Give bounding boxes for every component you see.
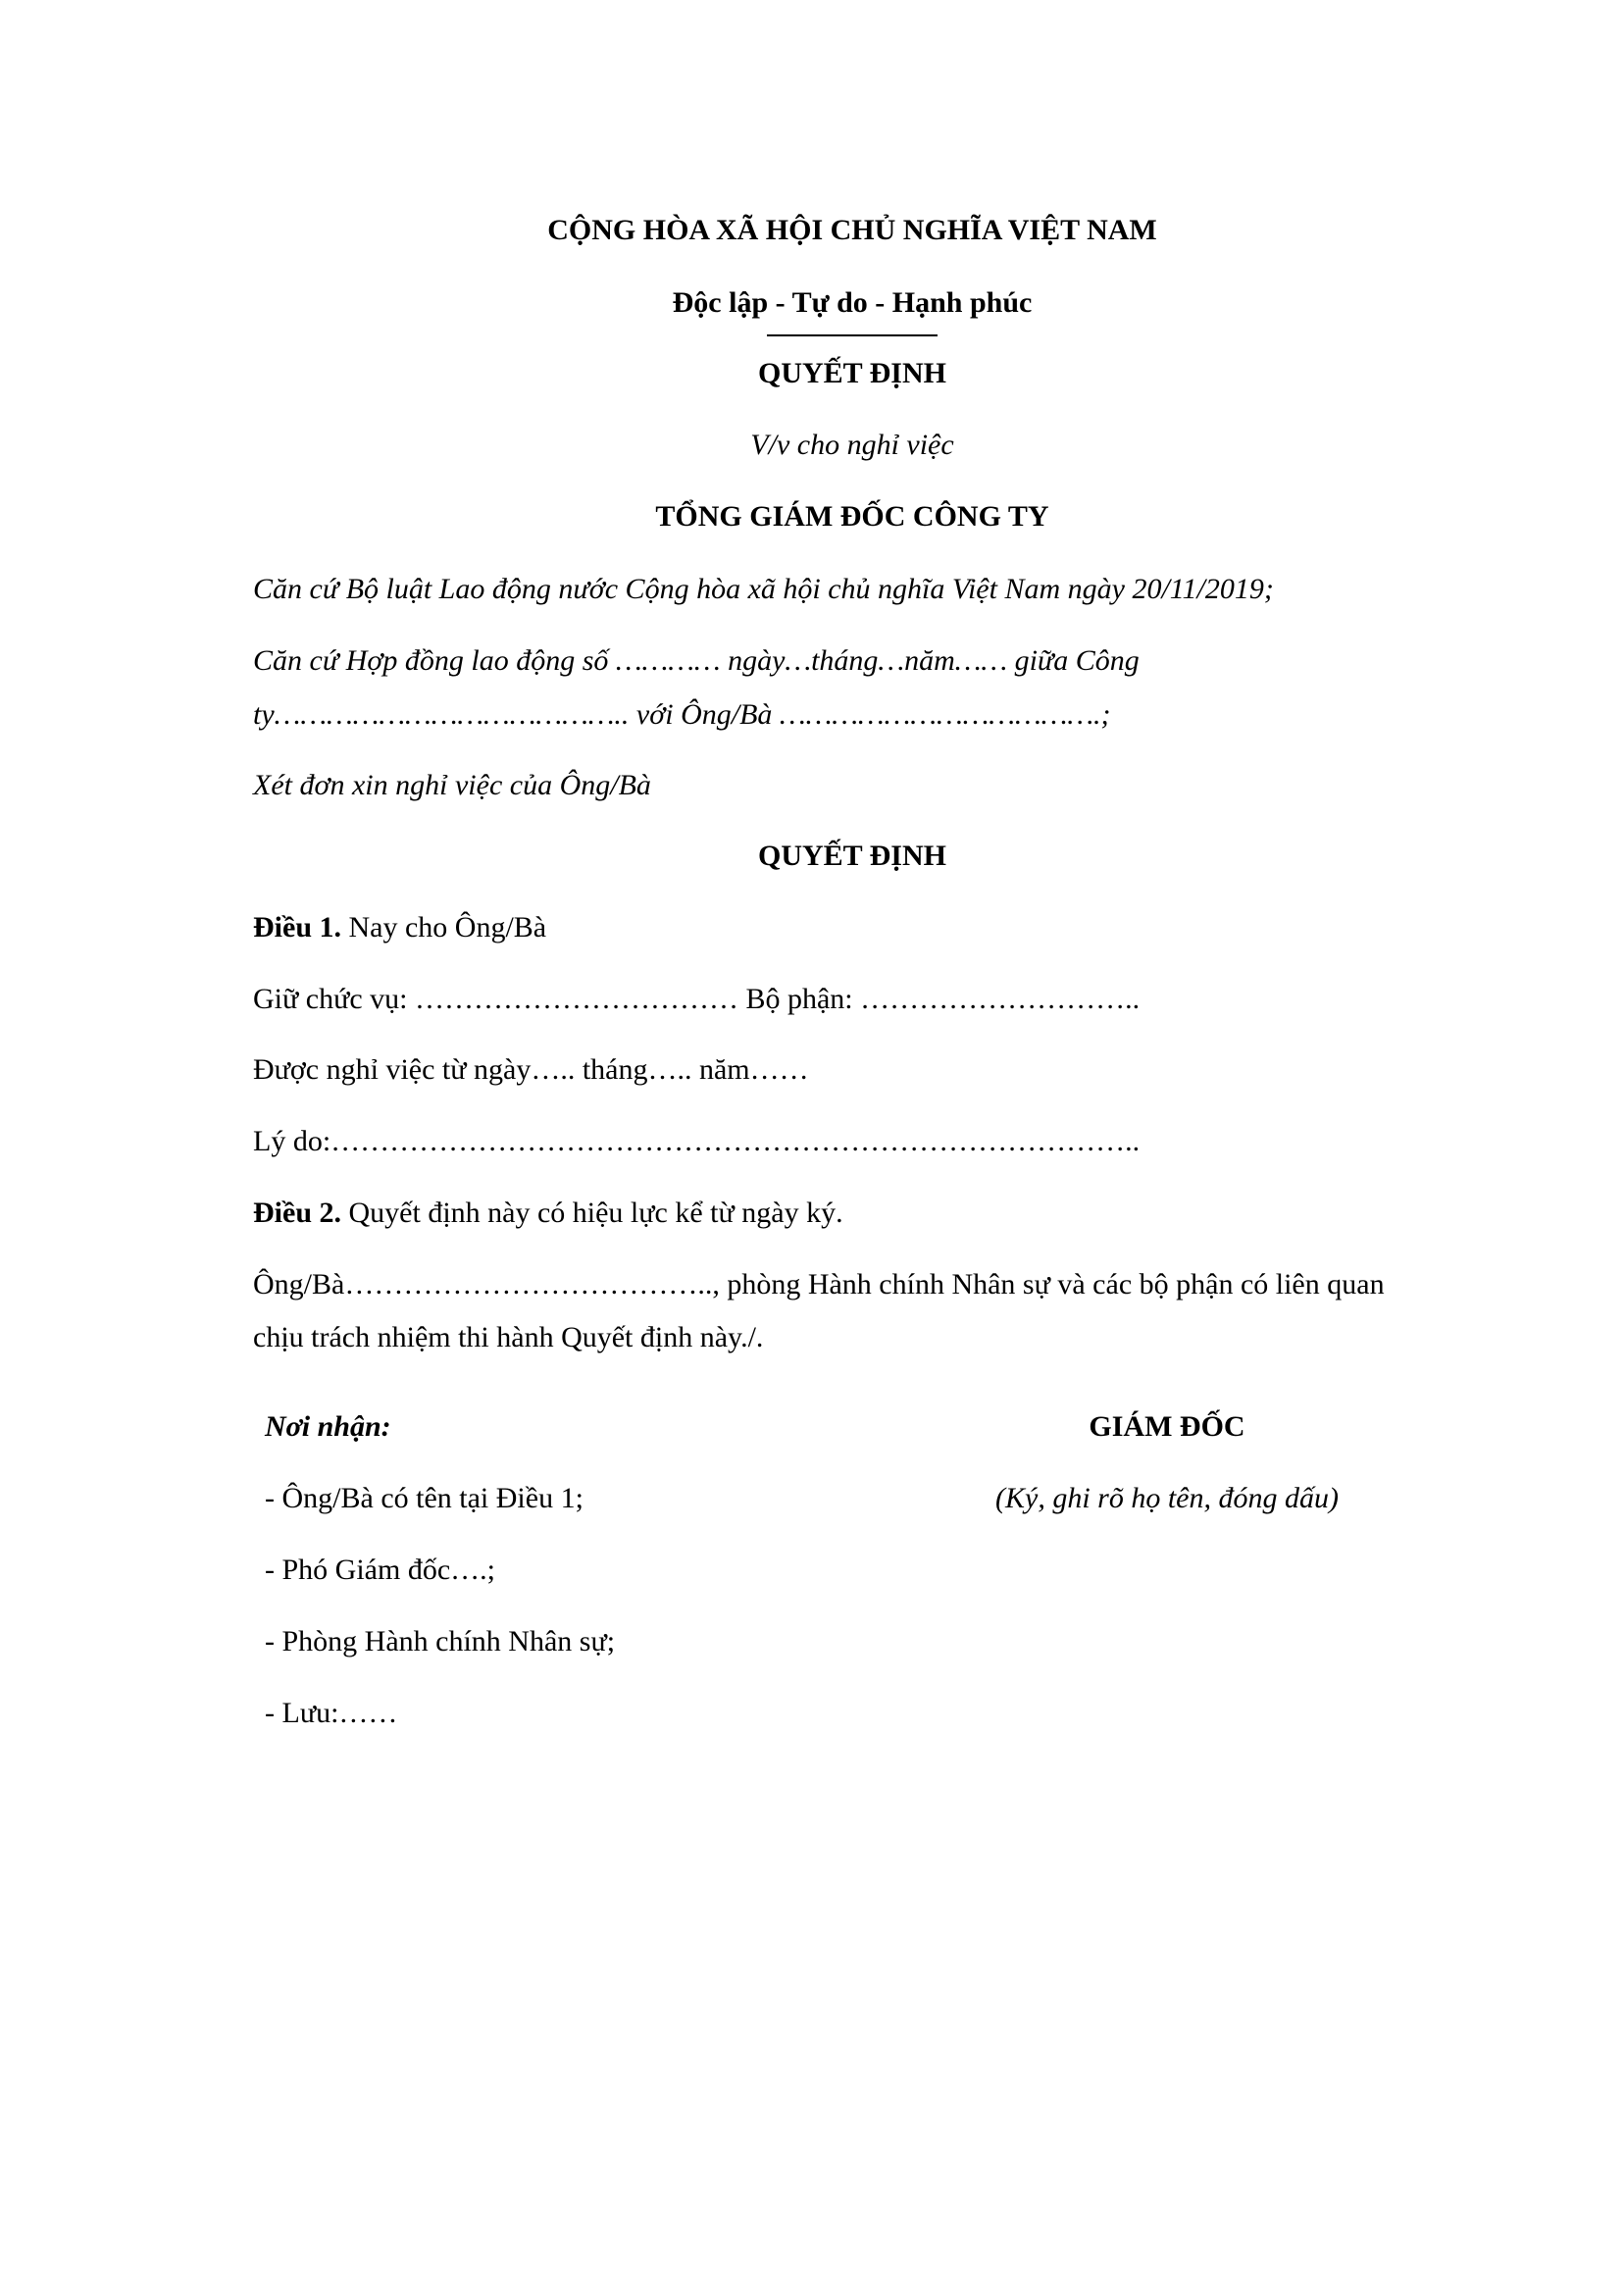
article-1-text: Nay cho Ông/Bà xyxy=(341,911,547,943)
execution-line-2: chịu trách nhiệm thi hành Quyết định này./. xyxy=(253,1321,764,1353)
reason-line: Lý do:……………………………………………………………………….. xyxy=(253,1125,1141,1157)
article-1 xyxy=(253,910,546,945)
decision-subject: V/v cho nghỉ việc xyxy=(750,429,954,461)
motto-underline xyxy=(767,334,938,336)
decision-heading: QUYẾT ĐỊNH xyxy=(758,840,946,872)
execution-line-1: Ông/Bà……………………………….., phòng Hành chính Nhân sự và các bộ phận có liên quan xyxy=(253,1268,1385,1300)
basis-contract-line2: ty………………………………….. với Ông/Bà ……………………………….; xyxy=(253,698,1111,731)
basis-resignation: Xét đơn xin nghỉ việc của Ông/Bà xyxy=(253,769,651,801)
article-2 xyxy=(253,1196,843,1231)
basis-labor-code: Căn cứ Bộ luật Lao động nước Cộng hòa xã hội chủ nghĩa Việt Nam ngày 20/11/2019; xyxy=(253,573,1274,605)
article-2-text: Quyết định này có hiệu lực kể từ ngày ký. xyxy=(341,1197,843,1229)
recipient-item: - Phó Giám đốc….; xyxy=(265,1554,495,1586)
decision-title: QUYẾT ĐỊNH xyxy=(758,357,946,389)
article-1-label: Điều 1. xyxy=(253,911,341,943)
recipients-heading: Nơi nhận: xyxy=(265,1410,391,1443)
position-line: Giữ chức vụ: …………………………… Bộ phận: ……………………….. xyxy=(253,983,1141,1015)
recipient-item: - Lưu:…… xyxy=(265,1697,398,1729)
signature-note: (Ký, ghi rõ họ tên, đóng dấu) xyxy=(995,1482,1339,1514)
signature-title: GIÁM ĐỐC xyxy=(1089,1410,1245,1443)
recipient-item: - Ông/Bà có tên tại Điều 1; xyxy=(265,1482,584,1514)
motto: Độc lập - Tự do - Hạnh phúc xyxy=(672,286,1033,319)
leave-date-line: Được nghỉ việc từ ngày….. tháng….. năm…… xyxy=(253,1053,809,1086)
recipient-item: - Phòng Hành chính Nhân sự; xyxy=(265,1625,616,1657)
basis-contract-line1: Căn cứ Hợp đồng lao động số ………… ngày…tháng…năm…… giữa Công xyxy=(253,644,1140,677)
country-header: CỘNG HÒA XÃ HỘI CHỦ NGHĨA VIỆT NAM xyxy=(547,214,1157,246)
article-2-label: Điều 2. xyxy=(253,1197,341,1229)
authority-title: TỔNG GIÁM ĐỐC CÔNG TY xyxy=(655,500,1049,533)
